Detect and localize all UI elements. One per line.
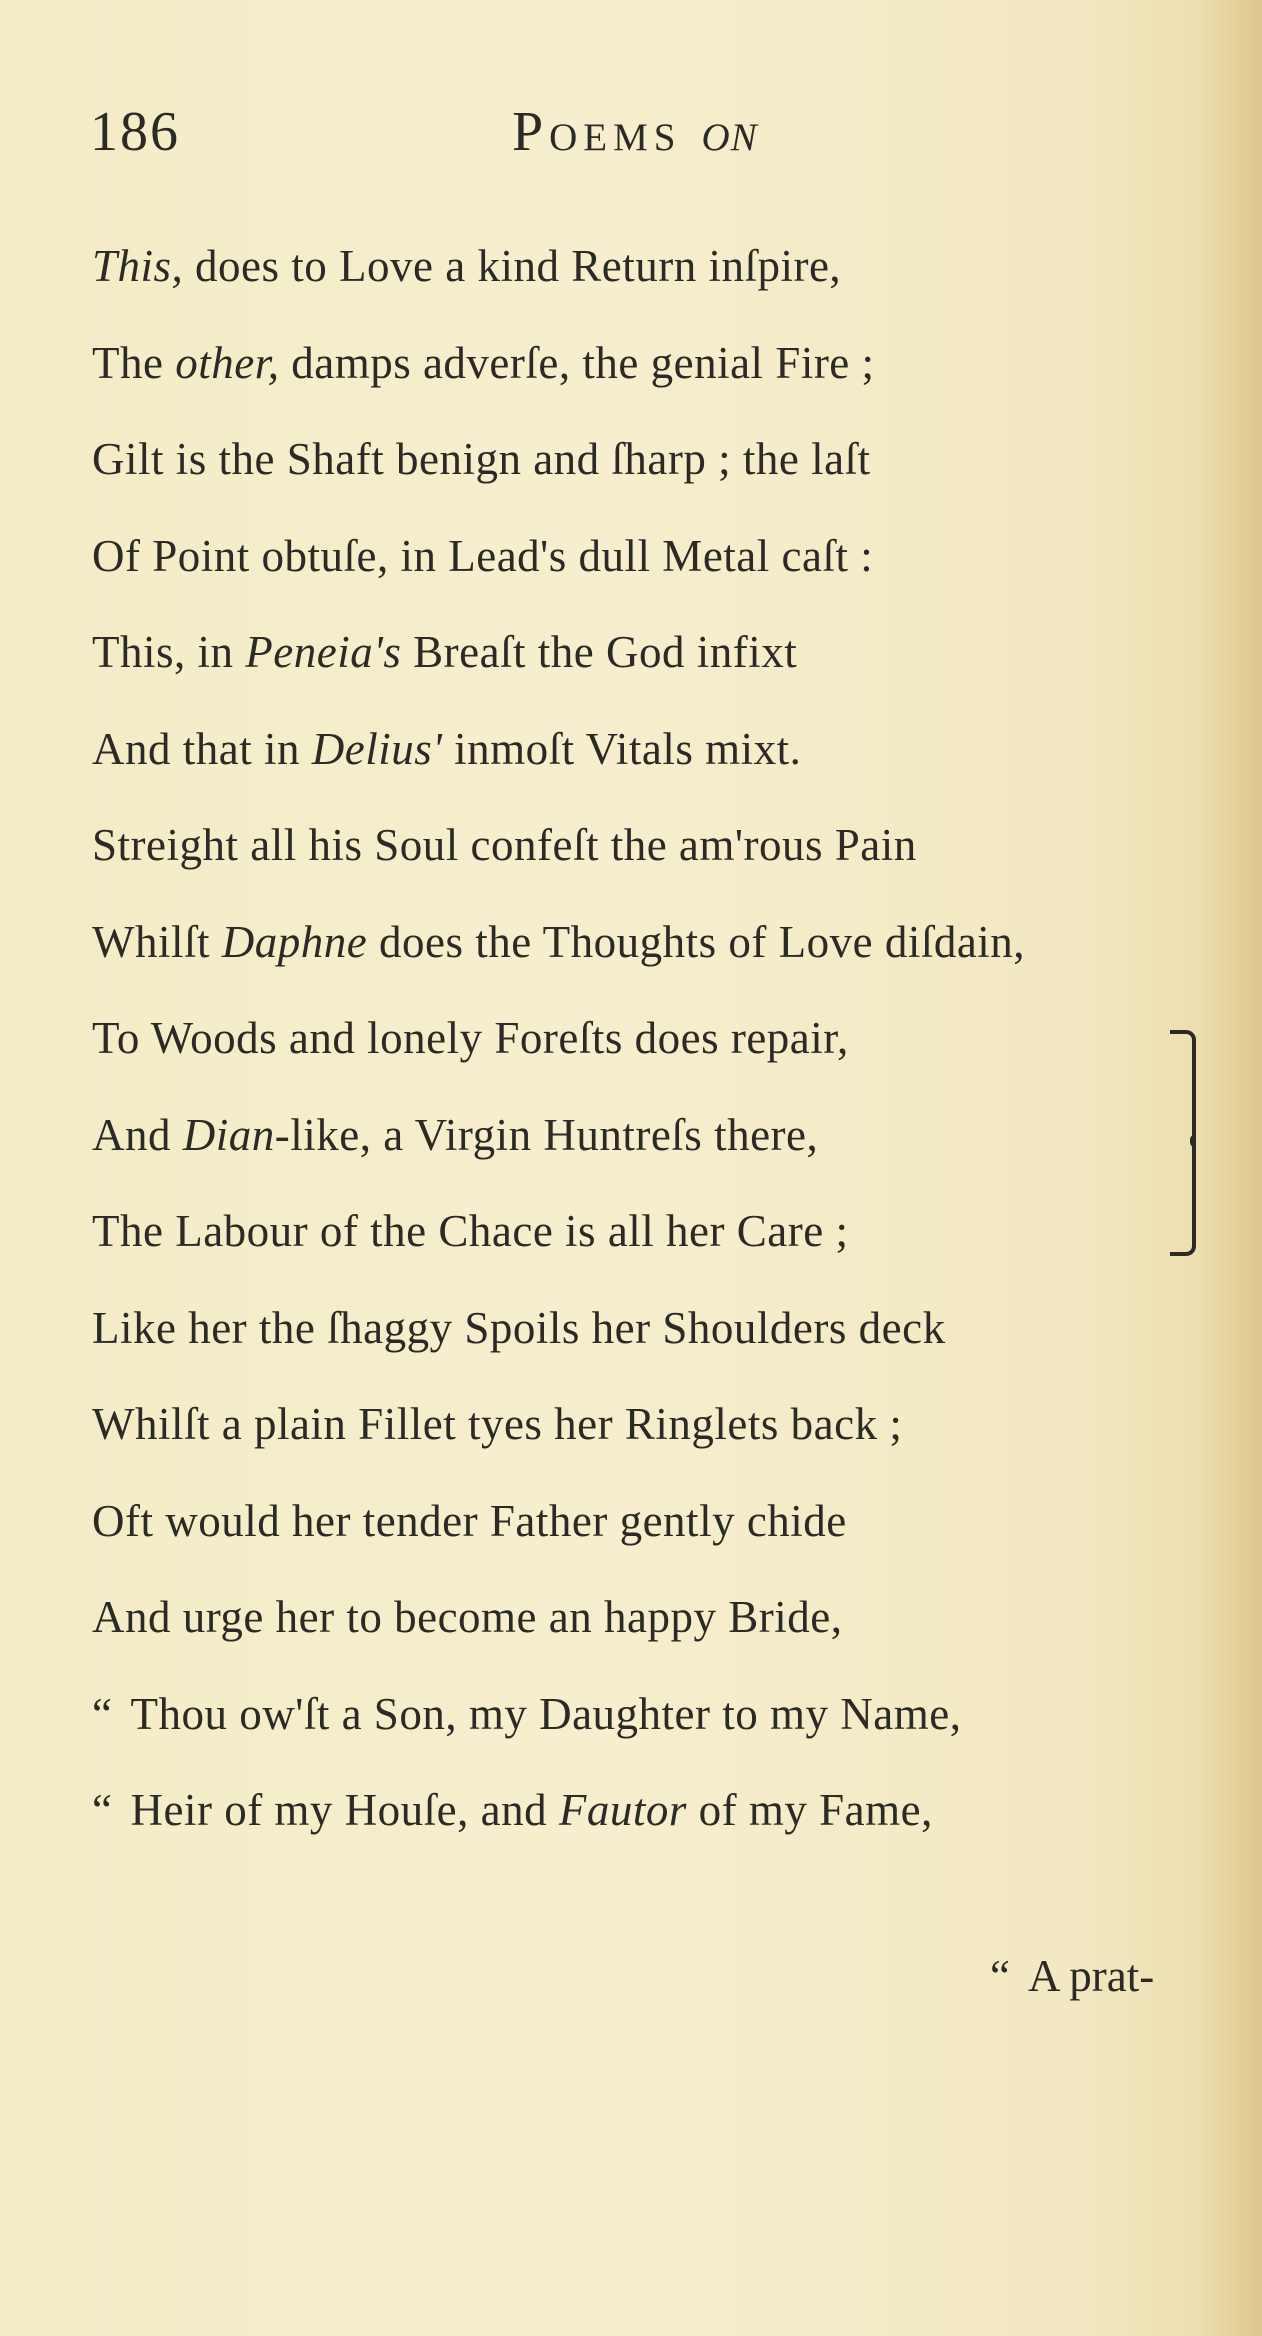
text-segment: Breaſt the God infixt bbox=[401, 627, 798, 677]
text-segment: Whilſt a plain Fillet tyes her Ringlets back ; bbox=[92, 1399, 903, 1449]
italic-segment: other, bbox=[175, 338, 280, 388]
running-title bbox=[512, 100, 758, 164]
catchword-text: A prat- bbox=[1027, 1951, 1155, 2001]
poem-line bbox=[92, 916, 1025, 968]
text-segment: Whilſt bbox=[92, 917, 222, 967]
italic-segment: Peneia's bbox=[245, 627, 402, 677]
poem-line bbox=[92, 433, 871, 485]
italic-segment: Daphne bbox=[221, 917, 368, 967]
text-segment: inmoſt Vitals mixt. bbox=[442, 724, 802, 774]
poem-line bbox=[92, 626, 797, 678]
poem-line bbox=[92, 530, 873, 582]
triplet-bracket bbox=[1170, 1030, 1196, 1256]
poem-line bbox=[92, 1205, 848, 1257]
page-number: 186 bbox=[90, 101, 180, 163]
poem-line bbox=[92, 1109, 818, 1161]
text-segment: The Labour of the Chace is all her Care ; bbox=[92, 1206, 849, 1256]
quote-mark: “ bbox=[92, 1689, 113, 1739]
poem-line bbox=[92, 1591, 842, 1643]
text-segment: does the Thoughts of Love diſdain, bbox=[367, 917, 1026, 967]
italic-segment: This, bbox=[92, 241, 184, 291]
text-segment: Streight all his Soul confeſt the am'rous Pain bbox=[92, 820, 917, 870]
running-title-text: Poems bbox=[512, 101, 682, 163]
poem-line bbox=[92, 723, 801, 775]
text-segment: And urge her to become an happy Bride, bbox=[92, 1592, 843, 1642]
text-segment: Gilt is the Shaft benign and ſharp ; the laſt bbox=[92, 434, 871, 484]
catchword-quote: “ bbox=[990, 1951, 1010, 2001]
poem-line bbox=[92, 1688, 961, 1740]
poem-line bbox=[92, 337, 875, 389]
text-segment: The bbox=[92, 338, 176, 388]
poem-line bbox=[92, 1012, 849, 1064]
italic-segment: Fautor bbox=[558, 1785, 687, 1835]
poem-line bbox=[92, 1302, 946, 1354]
text-segment: Thou ow'ſt a Son, my Daughter to my Name, bbox=[130, 1689, 962, 1739]
poem-line bbox=[92, 1784, 933, 1836]
running-title-italic: on bbox=[701, 101, 758, 163]
text-segment: And bbox=[92, 1110, 183, 1160]
text-segment: does to Love a kind Return inſpire, bbox=[183, 241, 842, 291]
text-segment: This, in bbox=[92, 627, 246, 677]
text-segment: Of Point obtuſe, in Lead's dull Metal caſt : bbox=[92, 531, 874, 581]
poem-line bbox=[92, 819, 917, 871]
page-edge-shading bbox=[1202, 0, 1262, 2336]
poem-line bbox=[92, 1398, 902, 1450]
text-segment: Oft would her tender Father gently chide bbox=[92, 1496, 847, 1546]
text-segment: -like, a Virgin Huntreſs there, bbox=[274, 1110, 819, 1160]
italic-segment: Dian bbox=[182, 1110, 275, 1160]
poem-line bbox=[92, 1495, 847, 1547]
text-segment: Heir of my Houſe, and bbox=[130, 1785, 559, 1835]
text-segment: And that in bbox=[92, 724, 312, 774]
italic-segment: Delius' bbox=[311, 724, 443, 774]
catchword bbox=[990, 1950, 1154, 2002]
text-segment: To Woods and lonely Foreſts does repair, bbox=[92, 1013, 849, 1063]
quote-mark: “ bbox=[92, 1785, 113, 1835]
text-segment: of my Fame, bbox=[686, 1785, 933, 1835]
text-segment: damps adverſe, the genial Fire ; bbox=[279, 338, 875, 388]
text-segment: Like her the ſhaggy Spoils her Shoulders deck bbox=[92, 1303, 946, 1353]
poem-line bbox=[92, 240, 841, 292]
